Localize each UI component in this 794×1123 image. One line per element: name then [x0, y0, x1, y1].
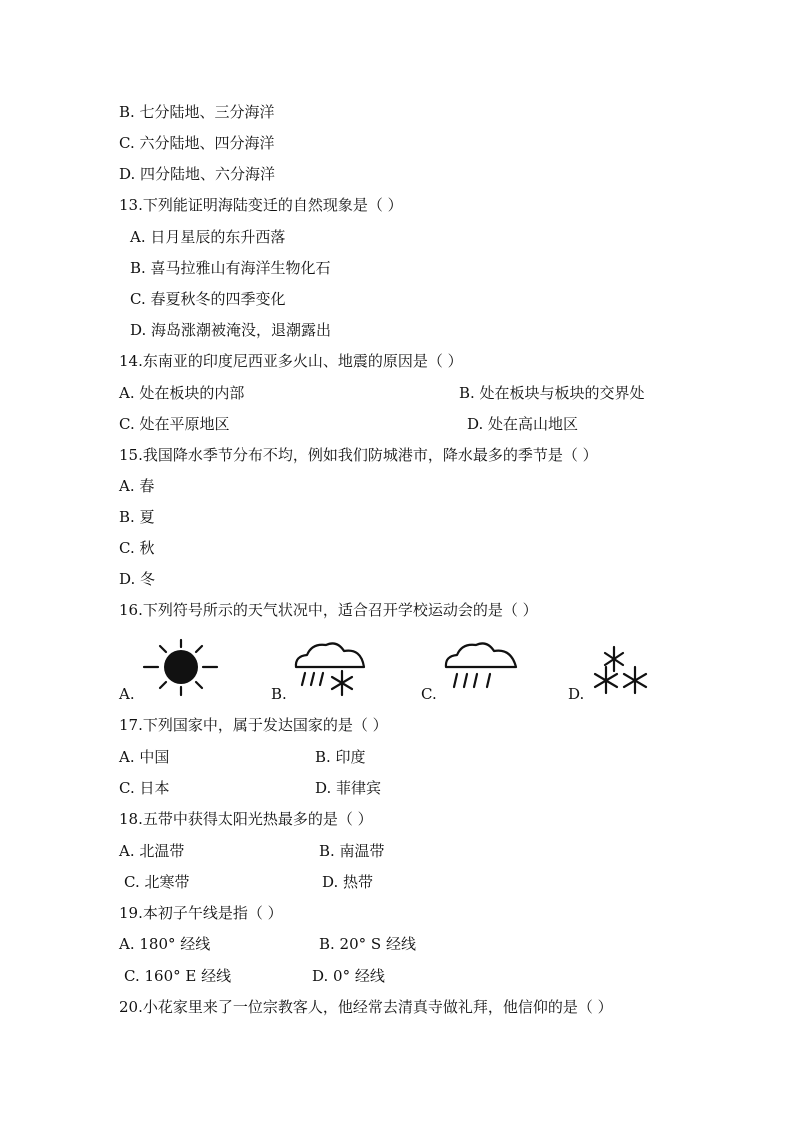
question-14-option-b: B. 处在板块与板块的交界处: [459, 384, 645, 402]
question-17-option-d: D. 菲律宾: [315, 779, 382, 797]
question-17-option-a: A. 中国: [119, 748, 170, 766]
question-18-option-d: D. 热带: [322, 873, 374, 891]
question-15-option-d: D. 冬: [119, 570, 156, 588]
question-18-option-b: B. 南温带: [319, 842, 385, 860]
question-13-option-a: A. 日月星辰的东升西落: [130, 228, 286, 246]
question-16-option-c: C.: [421, 685, 437, 703]
question-15: 15.我国降水季节分布不均，例如我们防城港市，降水最多的季节是（ ）: [119, 446, 598, 464]
question-17-option-b: B. 印度: [315, 748, 366, 766]
question-14: 14.东南亚的印度尼西亚多火山、地震的原因是（ ）: [119, 352, 463, 370]
question-19-option-d: D. 0° 经线: [312, 967, 385, 985]
question-16-option-d: D.: [568, 685, 585, 703]
question-19-option-b: B. 20° S 经线: [319, 935, 416, 953]
question-15-option-c: C. 秋: [119, 539, 155, 557]
option-c-six-land: C. 六分陆地、四分海洋: [119, 134, 275, 152]
question-13-option-c: C. 春夏秋冬的四季变化: [130, 290, 286, 308]
option-b-seven-land: B. 七分陆地、三分海洋: [119, 103, 275, 121]
question-18-option-c: C. 北寒带: [124, 873, 190, 891]
question-18: 18.五带中获得太阳光热最多的是（ ）: [119, 810, 373, 828]
question-16: 16.下列符号所示的天气状况中，适合召开学校运动会的是（ ）: [119, 601, 538, 619]
question-13-option-d: D. 海岛涨潮被淹没，退潮露出: [130, 321, 332, 339]
question-18-option-a: A. 北温带: [119, 842, 185, 860]
option-d-four-land: D. 四分陆地、六分海洋: [119, 165, 276, 183]
question-19: 19.本初子午线是指（ ）: [119, 904, 283, 922]
sun-icon: [140, 637, 220, 699]
question-16-option-b: B.: [271, 685, 287, 703]
rain-and-snow-icon: [292, 637, 372, 699]
snow-icon: [589, 637, 659, 699]
question-13: 13.下列能证明海陆变迁的自然现象是（ ）: [119, 196, 403, 214]
question-14-option-c: C. 处在平原地区: [119, 415, 230, 433]
question-16-option-a: A.: [119, 685, 135, 703]
question-19-option-a: A. 180° 经线: [119, 935, 211, 953]
question-14-option-a: A. 处在板块的内部: [119, 384, 245, 402]
question-13-option-b: B. 喜马拉雅山有海洋生物化石: [130, 259, 331, 277]
question-17-option-c: C. 日本: [119, 779, 170, 797]
question-19-option-c: C. 160° E 经线: [124, 967, 232, 985]
question-14-option-d: D. 处在高山地区: [467, 415, 579, 433]
question-17: 17.下列国家中，属于发达国家的是（ ）: [119, 716, 388, 734]
question-15-option-b: B. 夏: [119, 508, 155, 526]
question-20: 20.小花家里来了一位宗教客人，他经常去清真寺做礼拜，他信仰的是（ ）: [119, 998, 613, 1016]
rain-icon: [442, 637, 522, 699]
question-15-option-a: A. 春: [119, 477, 155, 495]
